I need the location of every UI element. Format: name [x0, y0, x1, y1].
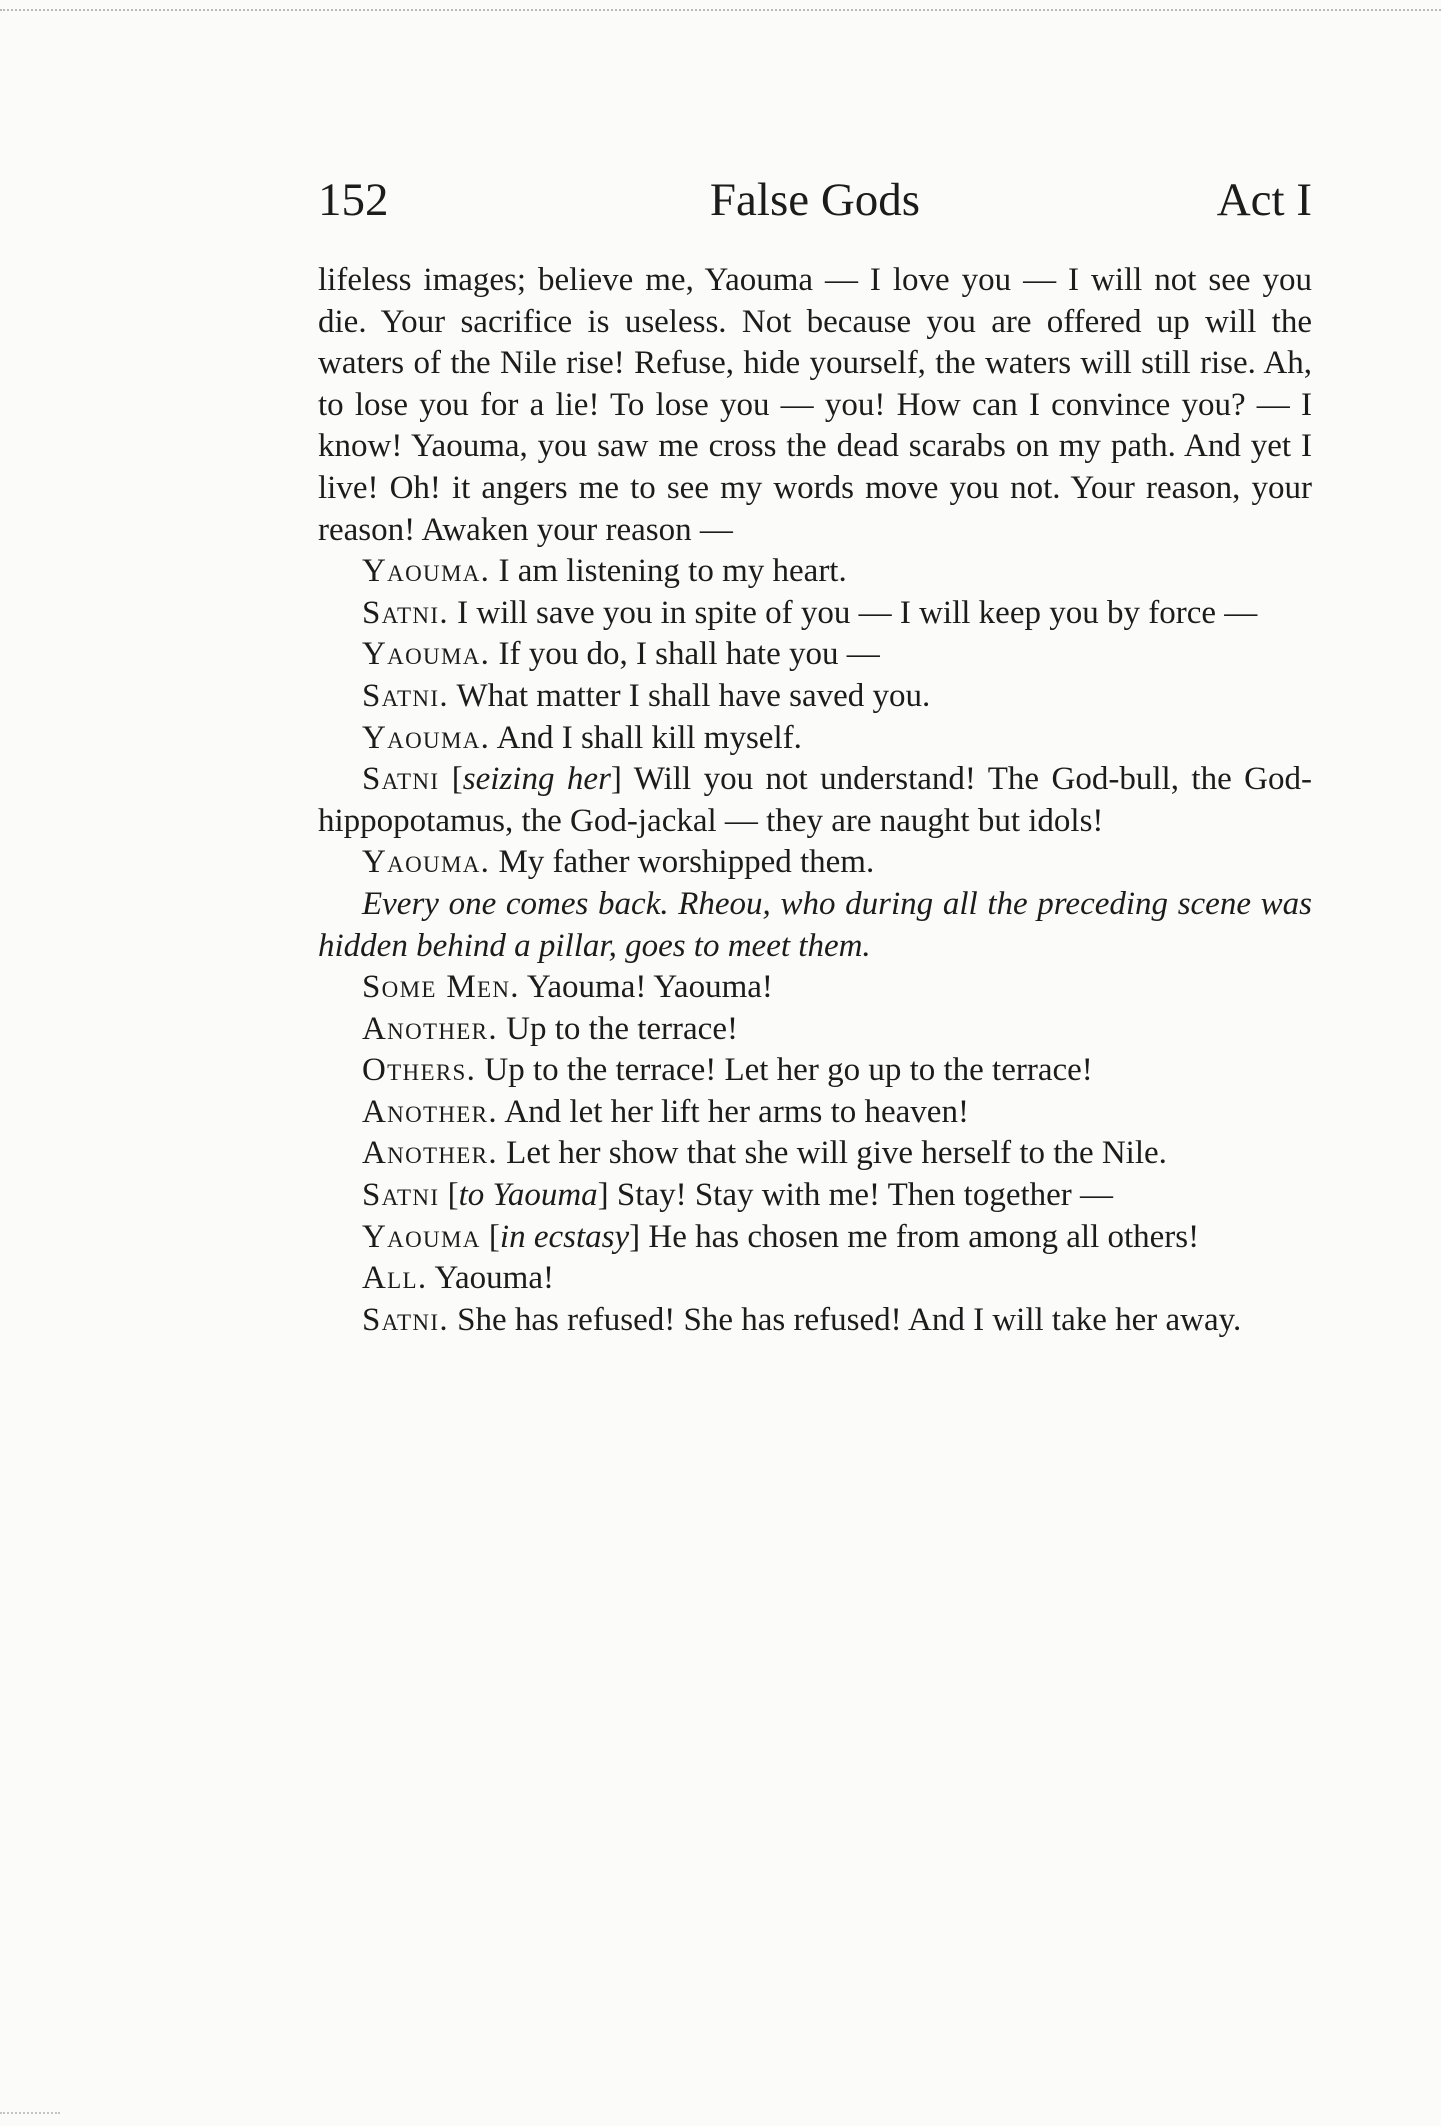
dialogue-text: And let her lift her arms to heaven! — [497, 1093, 969, 1130]
speaker-name: Yaouma — [362, 1218, 481, 1255]
play-text — [318, 260, 1312, 1341]
speaker-name: Satni — [362, 761, 440, 798]
running-title: False Gods — [709, 174, 921, 226]
dialogue-line: Yaouma [in ecstasy] He has chosen me from among all others! — [362, 1218, 1200, 1255]
speaker-name: Yaouma. — [362, 636, 491, 673]
speaker-name: All. — [362, 1260, 428, 1297]
act-label: Act I — [1216, 174, 1312, 226]
dialogue-text: And I shall kill myself. — [490, 719, 802, 756]
dialogue-line — [318, 1258, 1312, 1300]
speaker-name: Satni. — [362, 1301, 449, 1338]
bottom-edge-mark — [0, 2112, 60, 2114]
speaker-name: Another. — [362, 1135, 498, 1172]
dialogue-line — [318, 1050, 1312, 1092]
dialogue-text: She has refused! She has refused! And I will take her away. — [448, 1301, 1242, 1338]
speaker-name: Another. — [362, 1010, 498, 1047]
dialogue-line — [318, 593, 1312, 635]
dialogue-text: Yaouma! — [427, 1260, 554, 1297]
dialogue-text: What matter I shall have saved you. — [448, 677, 931, 714]
dialogue-text: I am listening to my heart. — [490, 553, 847, 590]
dialogue-text: I will save you in spite of you — I will keep you by force — — [448, 594, 1258, 631]
dialogue-line — [318, 1092, 1312, 1134]
dialogue-text: He has chosen me from among all others! — [640, 1218, 1200, 1255]
dialogue-text: Let her show that she will give herself to the Nile. — [497, 1135, 1167, 1172]
dialogue-line — [318, 1300, 1312, 1342]
dialogue-line — [318, 634, 1312, 676]
inline-stage-direction: to Yaouma — [458, 1177, 598, 1214]
dialogue-text: Up to the terrace! Let her go up to the terrace! — [476, 1052, 1093, 1089]
speaker-name: Satni — [362, 1177, 440, 1214]
dialogue-line — [318, 718, 1312, 760]
speaker-name: Satni. — [362, 594, 449, 631]
inline-stage-direction: seizing her — [462, 761, 611, 798]
dialogue-text: Will you not understand! The God-bull, the God-hippopotamus, the God-jackal — they are naught but idols! — [318, 761, 1312, 839]
speaker-name: Another. — [362, 1093, 498, 1130]
dialogue-text: Stay! Stay with me! Then together — — [608, 1177, 1114, 1214]
dialogue-line — [318, 551, 1312, 593]
speaker-name: Satni. — [362, 677, 449, 714]
dialogue-line — [318, 1009, 1312, 1051]
speaker-name: Others. — [362, 1052, 477, 1089]
dialogue-text: Yaouma! Yaouma! — [519, 969, 773, 1006]
dialogue-line — [318, 676, 1312, 718]
dialogue-line: Satni [to Yaouma] Stay! Stay with me! Then together — — [362, 1177, 1114, 1214]
continued-speech: lifeless images; believe me, Yaouma — I love you — I will not see you die. Your sacrifice is useless. Not because you are offered up will the waters of the Nile rise! Refuse, hide yourself, the waters will still rise. Ah, to lose you for a lie! To lose you — you! How can I convince you? — I know! Yaouma, you saw me cross the dead scarabs on my path. And yet I live! Oh! it angers me to see my words move you not. Your reason, your reason! Awaken your reason — — [318, 262, 1312, 548]
dialogue-line — [318, 1133, 1312, 1175]
dialogue-line: Satni [seizing her] Will you not understand! The God-bull, the God-hippopotamus, the God-jackal — they are naught but idols! — [318, 761, 1312, 839]
speaker-name: Yaouma. — [362, 719, 491, 756]
page-number: 152 — [318, 174, 389, 226]
dialogue-text: If you do, I shall hate you — — [490, 636, 880, 673]
speaker-name: Some Men. — [362, 969, 520, 1006]
speaker-name: Yaouma. — [362, 844, 491, 881]
dialogue-line — [318, 842, 1312, 884]
inline-stage-direction: in ecstasy — [499, 1218, 630, 1255]
running-header — [318, 170, 1312, 240]
dialogue-text: Up to the terrace! — [497, 1010, 738, 1047]
dialogue-line — [318, 967, 1312, 1009]
speaker-name: Yaouma. — [362, 553, 491, 590]
dialogue-text: My father worshipped them. — [490, 844, 875, 881]
stage-direction: Every one comes back. Rheou, who during all the preceding scene was hidden behind a pillar, goes to meet them. — [318, 885, 1312, 964]
top-border-dotted-rule — [0, 9, 1441, 11]
